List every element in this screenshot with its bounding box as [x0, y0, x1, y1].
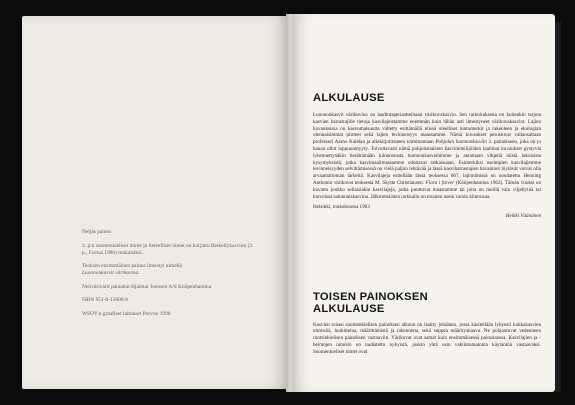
second-edition-title: TOISEN PAINOKSEN ALKULAUSE	[313, 291, 429, 315]
preface-body: Luonnonkasvit värikuvina on laadintaperiaatteiltaan värikuvakasvio. Sen tarkoituksena on kuitenkin tarjota kasvien harrastajille tietoja kasvilajeistamme enemmän kuin tähän asti ilmestyneet värikuvakasviot. Lajien kuvauksissa on kasvumaisuutta vältetty esittämällä niissä oleelliset tuntomerkit ja rakenteen ja ekologian olennaisimmat piirteet sekä lajien levinneisyys maassamme. Nämä kuvaukset perustuvat valtaosaltaan professori Aarno Kalelan ja allekirjoittaneen toimittamaan Pohjolan luonnonkasviin 2. painokseen, joka on jo kauan ollut loppuunmyyty. Toivottavasti nämä pohjoismaisten kasvitieteilijöiden laatimat kuvaukset pystyvät lyhennettynäkin herättämään kiinnostusta luonnonkasveihimme ja antamaan vihjeitä niistä lukuisista kysymyksistä, jotka kasvimaailmassamme odottavat ratkaisuaan. Esimerkiksi useimpien kasvilajiemme levinneisyyden selvittämisessä on vielä paljon tehtävää ja tässä kasviharrastajien havainnot löytävät voivat olla arvaamattoman tärkeitä. Kasvilajeja esitellään tässä teoksessa 667, lajinnimissä on noudatettu Henning Anthonin värikuvat teoksesta M. Skytte Christiansen: Flora i farver (Kööpenhamina 1962). Tämän vuoksi on kuvattu joukko sellaisiakin kasvilajeja, jotka puuttuvat maastamme tai joita on meillä vain viljeltyinä tai harvoissa satunnaiskasvina. Jälkimmäisten tarkkailu on muuten usein varsin kiintoisaa.	[313, 112, 542, 200]
book-spine-gutter	[286, 14, 294, 392]
colophon	[82, 229, 282, 324]
names-correction-note: 3. p:n suomenkieliset nimet ja tieteelliset nimet on korjattu Retkeilykasvion (3. p., Forssa 1986) mukaisiksi.	[82, 242, 254, 256]
back-cover-edge	[555, 22, 561, 392]
printing-house: WSOY:n graafiset laitokset Porvoo 1990	[82, 310, 171, 317]
edition-note: Neljäs painos	[82, 229, 112, 235]
preface-dateline: Helsinki, toukokuussa 1963	[313, 204, 370, 211]
first-edition-note: Teoksen ensimmäinen painos ilmestyi nimellä Luonnonkasvit värikuvina.	[82, 263, 183, 276]
second-edition-section	[313, 292, 541, 356]
preface-signature: Heikki Väänänen	[505, 213, 541, 220]
second-edition-body: Kasvien toisen suomenkielisen painoksen alkuun on lisätty johdanto, jossa käsitellään lyhyesti kukkakasvien nimistöä, luokittelua, määrittämistä ja rakennetta, sekä suppea määrityskaava. Ne pohjautuvat vedenneen ruotsinkielisen painoksen vastaaviin. Värikuvat ovat samat kuin ensimmäisessä painoksessa. Kasvilajien ja -heimojen nimistö on uudistettu nykyistä, joskin yhtä osin vakiintumatonta käytäntöä vastaavaksi. Suomenkieliset nimet ovat	[313, 321, 541, 355]
page-title: ALKULAUSE	[313, 92, 385, 104]
preface-section	[313, 92, 541, 220]
printer-note: Nelivärivärit painanut Hjalmar Joensen A/S Kööpenhamina	[82, 283, 212, 290]
left-page	[22, 16, 290, 389]
isbn: ISBN 951-0-13608-6	[82, 297, 129, 303]
